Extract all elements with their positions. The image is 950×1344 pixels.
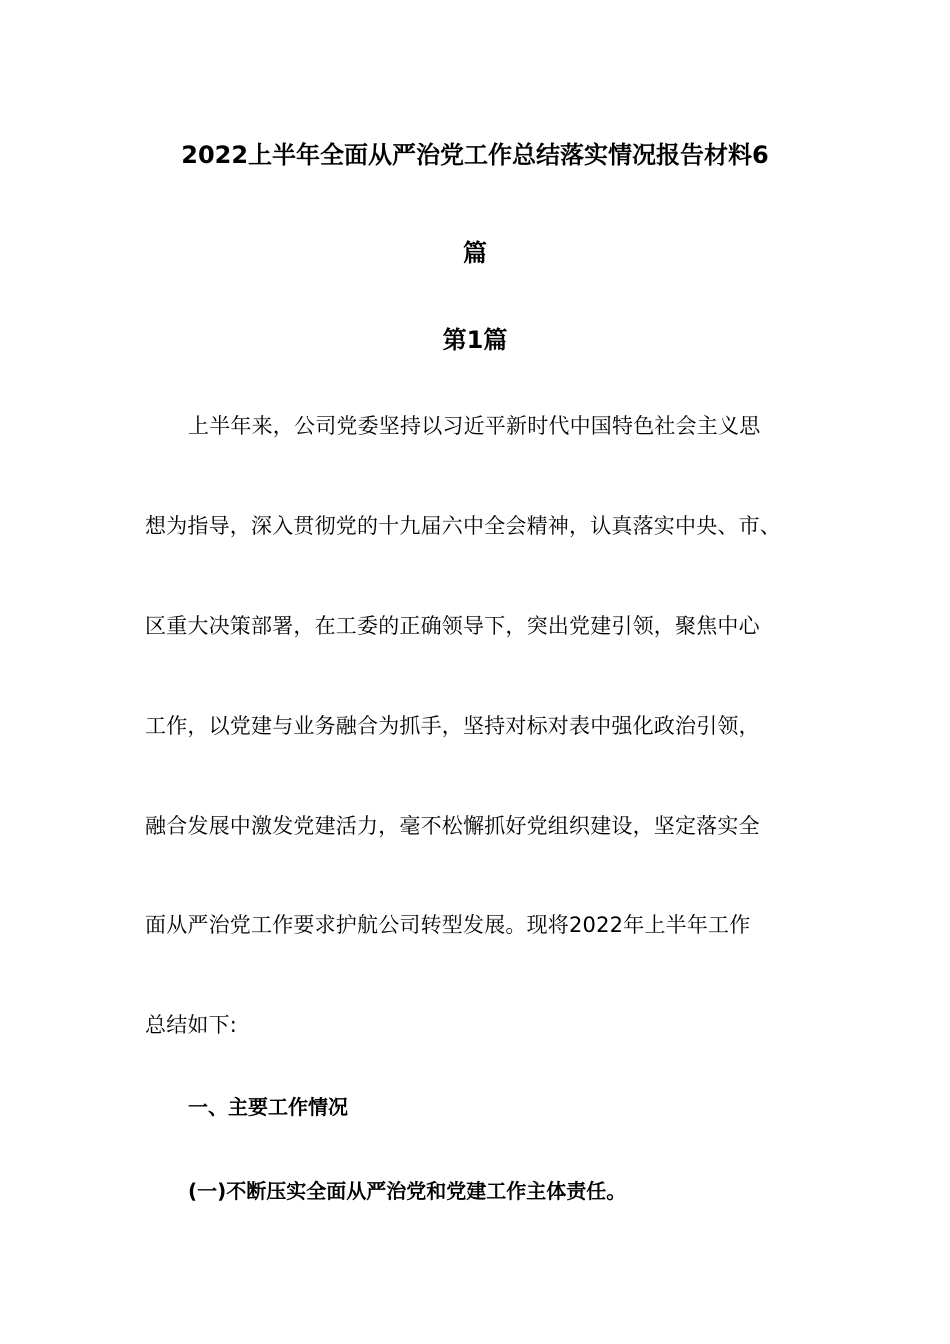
paragraph-line: 想为指导，深入贯彻党的十九届六中全会精神，认真落实中央、市、 (145, 514, 781, 538)
paragraph-line: 总结如下: (145, 1013, 238, 1037)
document-title-line-2: 篇 (463, 239, 487, 267)
section-heading: 一、主要工作情况 (188, 1095, 348, 1119)
section-title: 第1篇 (442, 326, 508, 354)
paragraph-line: 融合发展中激发党建活力，毫不松懈抓好党组织建设，坚定落实全 (145, 814, 760, 838)
paragraph-line: 工作，以党建与业务融合为抓手，坚持对标对表中强化政治引领， (145, 714, 760, 738)
document-title-line-1: 2022上半年全面从严治党工作总结落实情况报告材料6 (181, 141, 769, 169)
paragraph-line: 面从严治党工作要求护航公司转型发展。现将2022年上半年工作 (145, 913, 751, 937)
paragraph-line: 区重大决策部署，在工委的正确领导下，突出党建引领，聚焦中心 (145, 614, 760, 638)
subsection-heading: (一)不断压实全面从严治党和党建工作主体责任。 (188, 1179, 627, 1203)
paragraph-line: 上半年来，公司党委坚持以习近平新时代中国特色社会主义思 (188, 414, 761, 438)
